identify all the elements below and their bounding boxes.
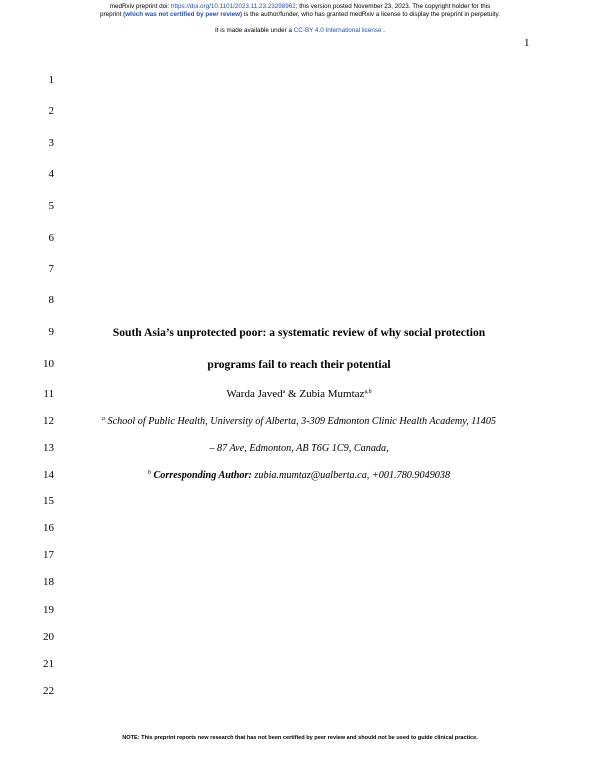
author-list: Warda Javed$^a$ & Zubia Mumtaz$^{a,b}$ — [226, 388, 372, 400]
line-number: 4 — [48, 168, 54, 180]
affiliation-marker: a — [101, 416, 105, 422]
paper-title-line-1: South Asia’s unprotected poor: a systematic review of why social protection — [112, 326, 486, 339]
line-number: 21 — [43, 658, 54, 670]
line-number: 18 — [43, 576, 54, 588]
preprint-header-line-2: preprint (which was not certified by peer review) is the author/funder, who has granted medRxiv a license to display the preprint in perpetuity. — [100, 11, 500, 18]
affiliation-line-2: – 87 Ave, Edmonton, AB T6G 1C9, Canada, — [209, 443, 389, 454]
paper-title-line-2: programs fail to reach their potential — [207, 358, 391, 371]
affiliation-marker: a,b — [364, 389, 372, 395]
line-number: 13 — [43, 442, 54, 454]
preprint-header-line-1: medRxiv preprint doi: https://doi.org/10.1101/2023.11.23.23298962; this version posted November 23, 2023. The copyright holder for this — [109, 3, 491, 10]
page-number: 1 — [524, 37, 530, 49]
affiliation-line-1: $^a$ School of Public Health, University of Alberta, 3-309 Edmonton Clinic Health Academy, 11405 — [101, 416, 497, 427]
corresponding-contact: zubia.mumtaz@ualberta.ca, +001.780.9049038 — [251, 470, 451, 481]
affiliation-marker: a — [282, 389, 286, 395]
line-number: 6 — [48, 232, 54, 244]
corresponding-author — [60, 469, 538, 482]
line-number: 12 — [43, 415, 54, 427]
preprint-footer-note: NOTE: This preprint reports new research that has not been certified by peer review and should not be used to guide clinical practice. — [122, 735, 478, 741]
line-number: 10 — [43, 358, 54, 370]
line-number: 11 — [43, 388, 54, 400]
line-number: 14 — [43, 469, 54, 481]
line-number: 22 — [43, 685, 54, 697]
corresponding-label: Corresponding Author: — [150, 470, 252, 481]
line-number: 8 — [48, 294, 54, 306]
line-number: 3 — [48, 137, 54, 149]
line-number: 5 — [48, 200, 54, 212]
peer-review-notice: (which was not certified by peer review) — [123, 11, 243, 18]
license-link[interactable]: CC-BY 4.0 International license — [293, 27, 382, 34]
preprint-header-line-3: It is made available under a CC-BY 4.0 International license . — [214, 27, 385, 34]
line-number: 2 — [48, 105, 54, 117]
line-number: 17 — [43, 549, 54, 561]
affiliation-marker: b — [147, 470, 151, 476]
author-name: Warda Javed — [226, 388, 283, 400]
line-number: 9 — [48, 326, 54, 338]
line-number: 7 — [48, 263, 54, 275]
line-number: 19 — [43, 604, 54, 616]
line-number: 16 — [43, 522, 54, 534]
line-number: 20 — [43, 631, 54, 643]
author-name: Zubia Mumtaz — [299, 388, 365, 400]
line-number: 1 — [48, 74, 54, 86]
doi-link[interactable]: https://doi.org/10.1101/2023.11.23.23298962 — [170, 3, 296, 10]
line-number: 15 — [43, 495, 54, 507]
